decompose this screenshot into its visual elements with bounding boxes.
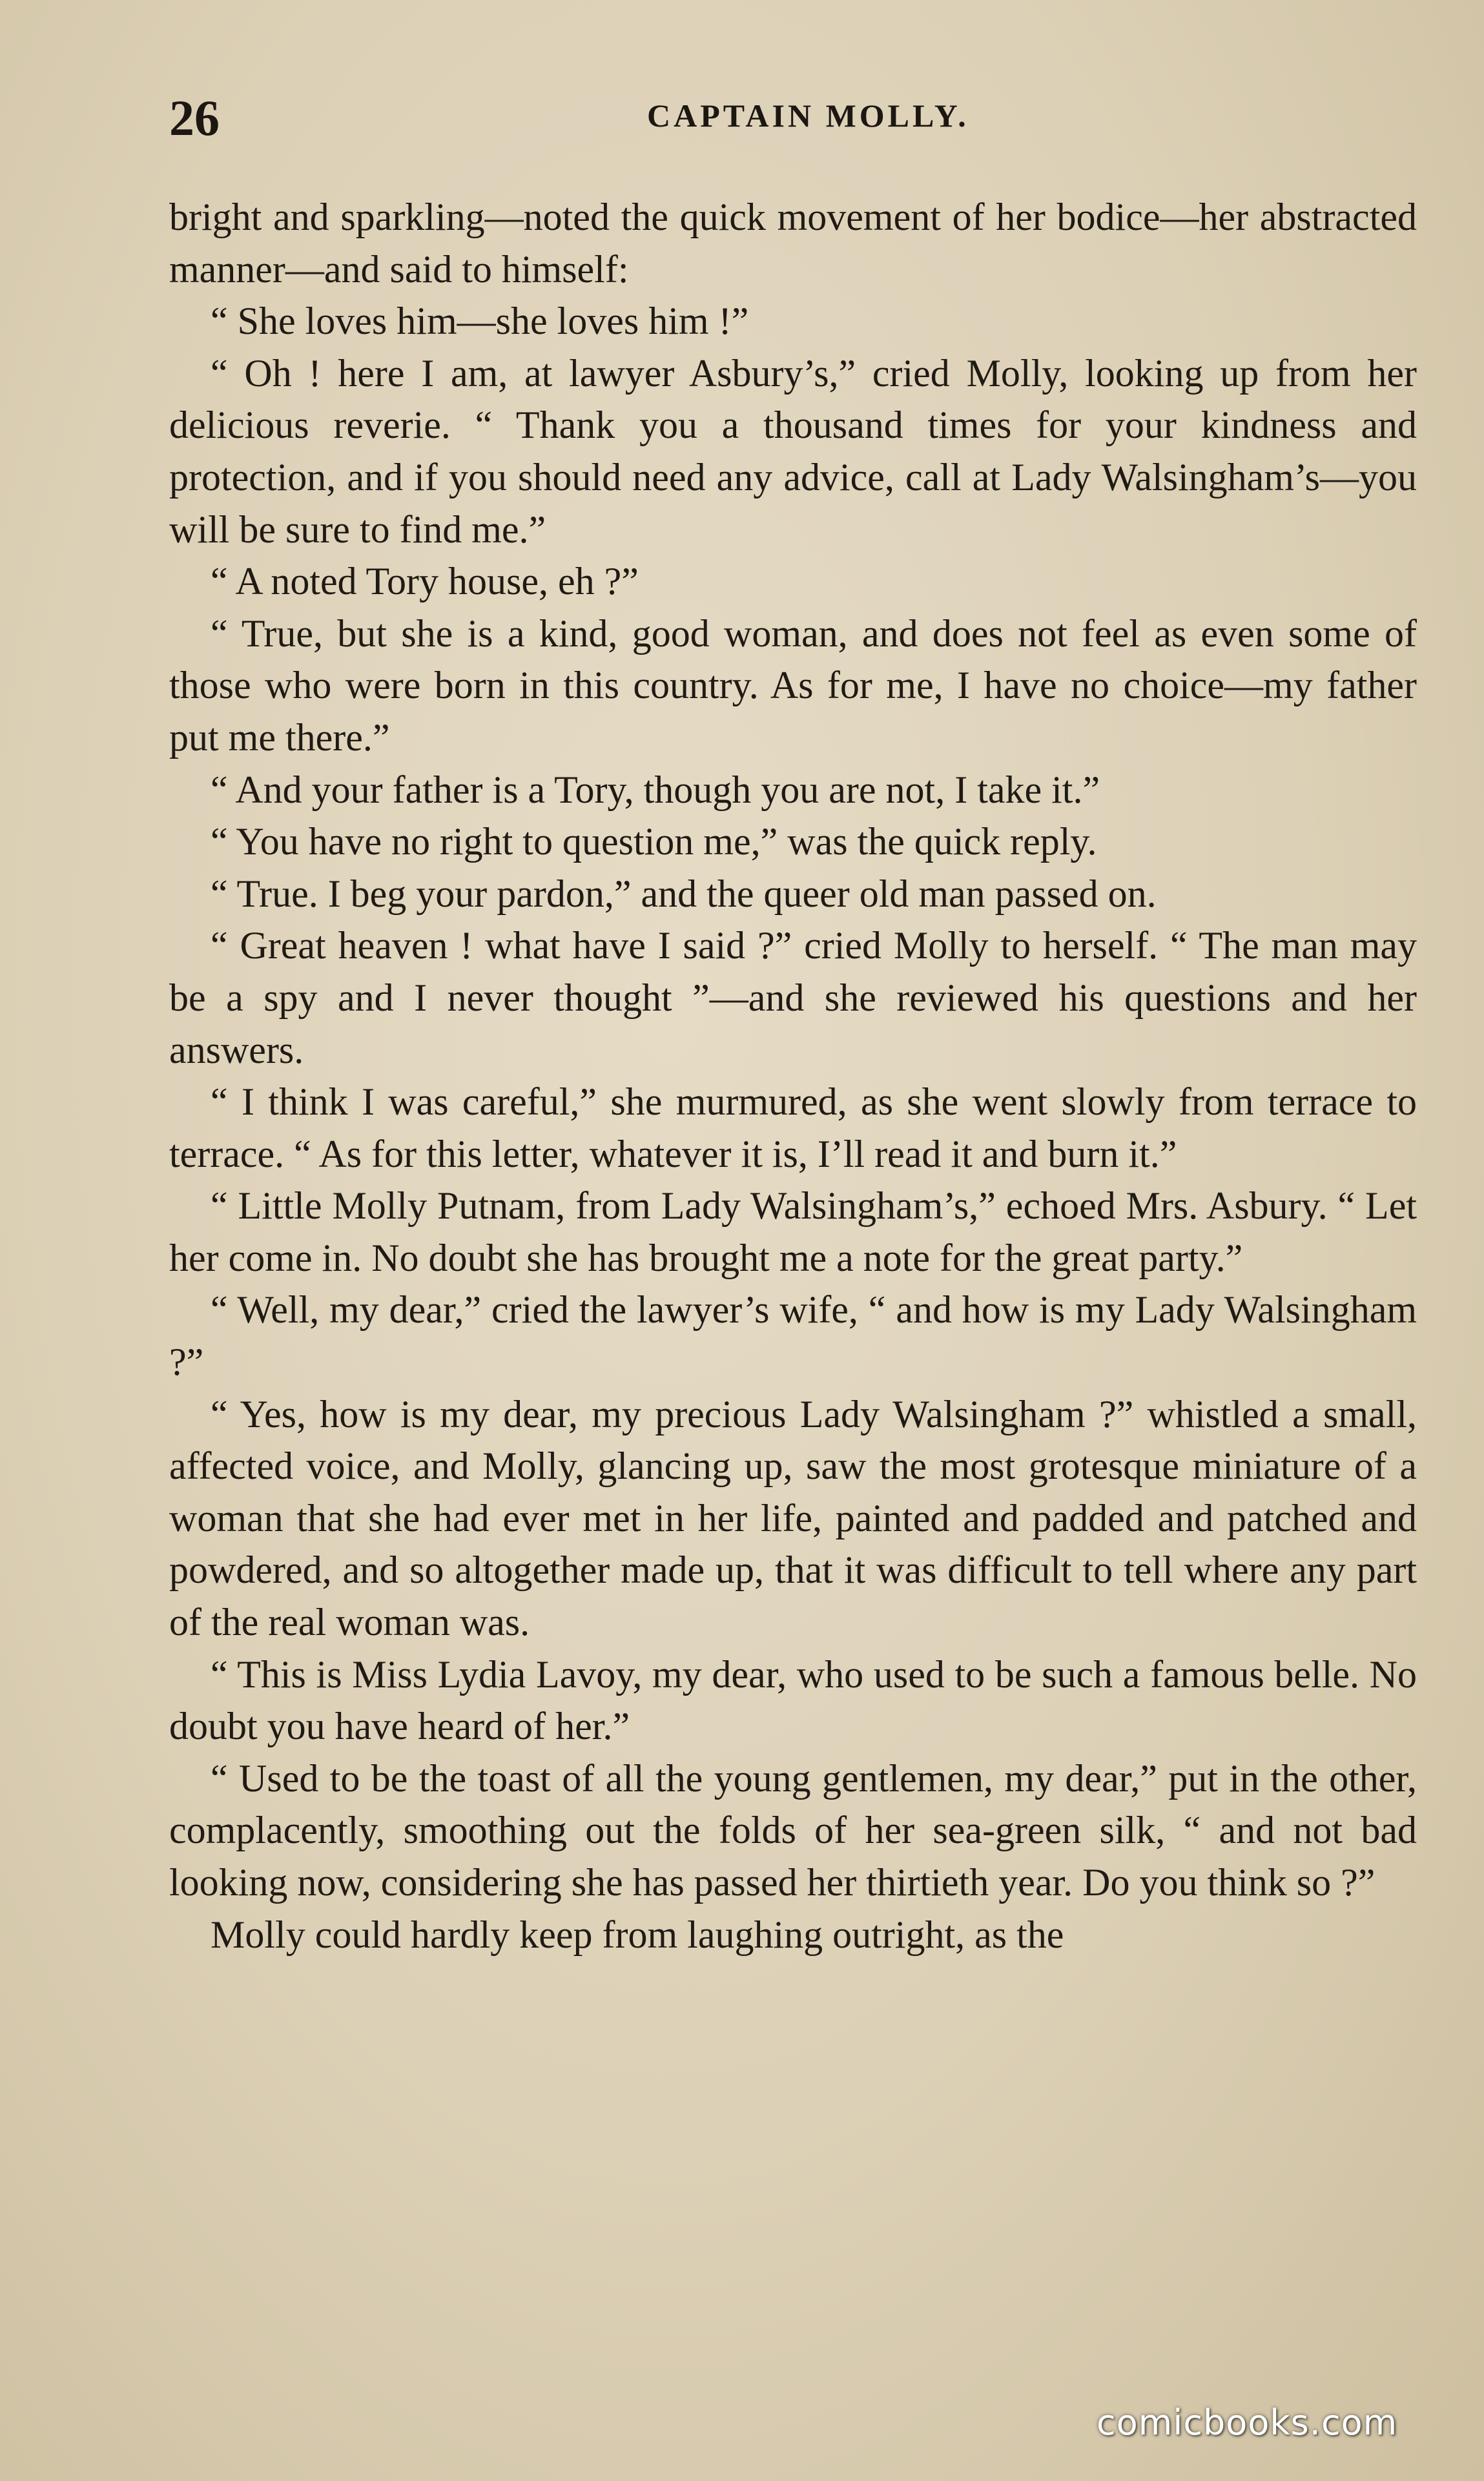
- paragraph: “ A noted Tory house, eh ?”: [211, 560, 639, 603]
- paragraph: “ Well, my dear,” cried the lawyer’s wife, “ and how is my Lady Walsingham ?”: [169, 1288, 1417, 1384]
- paragraph: “ Great heaven ! what have I said ?” cried Molly to herself. “ The man may be a spy and I never thought ”—and she reviewed his questions and her answers.: [169, 924, 1417, 1071]
- paragraph: “ She loves him—she loves him !”: [211, 300, 749, 343]
- source-watermark: comicbooks.com: [1097, 2402, 1398, 2443]
- page-number: 26: [169, 90, 220, 146]
- paragraph: “ Oh ! here I am, at lawyer Asbury’s,” cried Molly, looking up from her delicious reverie. “ Thank you a thousand times for your kindness and protection, and if you should need any advice, call at Lady Walsingham’s—you will be sure to find me.”: [169, 351, 1417, 551]
- paragraph: “ This is Miss Lydia Lavoy, my dear, who used to be such a famous belle. No doubt you have heard of her.”: [169, 1652, 1417, 1748]
- paragraph: “ True, but she is a kind, good woman, and does not feel as even some of those who were born in this country. As for me, I have no choice—my father put me there.”: [169, 612, 1417, 759]
- paragraph: “ And your father is a Tory, though you are not, I take it.”: [211, 768, 1100, 811]
- paragraph: “ True. I beg your pardon,” and the queer old man passed on.: [211, 872, 1157, 915]
- paragraph: “ Yes, how is my dear, my precious Lady Walsingham ?” whistled a small, affected voice, and Molly, glancing up, saw the most grotesque miniature of a woman that she had ever met in her life, painted and padded and patched and powdered, and so altogether made up, that it was difficult to tell where any part of the real woman was.: [169, 1392, 1417, 1644]
- paragraph: “ I think I was careful,” she murmured, as she went slowly from terrace to terrace. “ As for this letter, whatever it is, I’ll read it and burn it.”: [169, 1080, 1417, 1175]
- paragraph: “ You have no right to question me,” was the quick reply.: [211, 820, 1097, 863]
- paragraph: “ Used to be the toast of all the young gentlemen, my dear,” put in the other, complacently, smoothing out the folds of her sea-green silk, “ and not bad looking now, considering she has passed her thirtieth year. Do you think so ?”: [169, 1756, 1417, 1904]
- paragraph: bright and sparkling—noted the quick movement of her bodice—her abstracted manner—and said to himself:: [169, 196, 1417, 291]
- paragraph: Molly could hardly keep from laughing outright, as the: [211, 1913, 1064, 1956]
- running-head: CAPTAIN MOLLY.: [647, 98, 969, 134]
- body-text: [169, 191, 1417, 1961]
- paragraph: “ Little Molly Putnam, from Lady Walsingham’s,” echoed Mrs. Asbury. “ Let her come in. No doubt she has brought me a note for the great party.”: [169, 1184, 1417, 1279]
